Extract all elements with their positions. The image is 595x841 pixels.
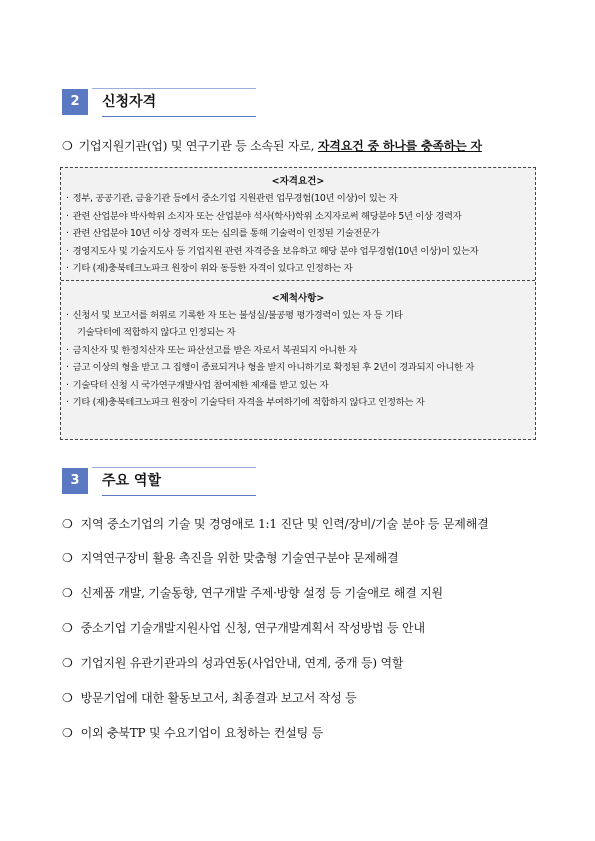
list-item: · 기술닥터 신청 시 국가연구개발사업 참여제한 제재를 받고 있는 자 — [66, 379, 329, 391]
circle-bullet-icon: ❍ — [62, 656, 73, 670]
circle-bullet-icon: ❍ — [62, 726, 73, 740]
intro-emphasis: 자격요건 중 하나를 충족하는 자 — [317, 139, 482, 153]
section-title: 주요 역할 — [102, 473, 161, 489]
role-item: ❍ 이외 충북TP 및 수요기업이 요청하는 컨설팅 등 — [62, 726, 323, 740]
list-item: · 기타 (재)충북테크노파크 원장이 위와 동등한 자격이 있다고 인정하는 자 — [66, 263, 353, 274]
box-divider — [61, 280, 535, 281]
circle-bullet-icon: ❍ — [62, 586, 73, 600]
list-item: · 정부, 공공기관, 금융기관 등에서 중소기업 지원관련 업무경험(10년 이상)이 있는 자 — [66, 193, 398, 204]
header-underline — [102, 495, 256, 496]
section-2-header — [62, 89, 256, 119]
role-item: ❍ 방문기업에 대한 활동보고서, 최종결과 보고서 작성 등 — [62, 691, 357, 705]
list-item: · 관련 산업분야 박사학위 소지자 또는 산업분야 석사(학사)학위 소지자로써 해당분야 5년 이상 경력자 — [66, 210, 462, 222]
list-item: · 기타 (재)충북테크노파크 원장이 기술닥터 자격을 부여하기에 적합하지 않다고 인정하는 자 — [66, 397, 425, 408]
restrictions-title: <제척사항> — [271, 292, 325, 304]
list-item: · 금치산자 및 한정치산자 또는 파산선고를 받은 자로서 복권되지 아니한 자 — [66, 344, 357, 356]
list-item: · 신청서 및 보고서를 허위로 기록한 자 또는 불성실/불공평 평가경력이 있는 자 등 기타 — [66, 309, 403, 321]
role-item: ❍ 지역 중소기업의 기술 및 경영애로 1:1 진단 및 인력/장비/기술 분야 등 문제해결 — [62, 517, 489, 531]
header-underline — [102, 116, 256, 117]
section-number-badge: 3 — [62, 468, 88, 494]
section-number-badge: 2 — [62, 89, 88, 115]
circle-bullet-icon: ❍ — [62, 517, 73, 531]
section-title: 신청자격 — [102, 94, 157, 110]
restrictions-list — [61, 307, 535, 412]
circle-bullet-icon: ❍ — [62, 551, 73, 565]
list-item: · 경영지도사 및 기술지도사 등 기업지원 관련 자격증을 보유하고 해당 분야 업무경험(10년 이상)이 있는자 — [66, 245, 479, 257]
header-top-rule — [92, 88, 256, 89]
header-top-rule — [92, 467, 256, 468]
role-item: ❍ 신제품 개발, 기술동향, 연구개발 주제·방향 설정 등 기술애로 해결 지원 — [62, 586, 443, 600]
eligibility-intro — [62, 137, 482, 154]
section-3-header — [62, 468, 256, 498]
circle-bullet-icon: ❍ — [62, 139, 73, 153]
role-item: ❍ 중소기업 기술개발지원사업 신청, 연구개발계획서 작성방법 등 안내 — [62, 621, 425, 635]
eligibility-box — [60, 167, 536, 440]
role-item: ❍ 기업지원 유관기관과의 성과연동(사업안내, 연계, 중개 등) 역할 — [62, 656, 404, 670]
qualifications-title: <자격요건> — [271, 176, 325, 187]
role-item: ❍ 지역연구장비 활용 촉진을 위한 맞춤형 기술연구분야 문제해결 — [62, 551, 399, 565]
qualifications-list — [61, 190, 535, 278]
list-item-continuation: 기술닥터에 적합하지 않다고 인정되는 자 — [77, 327, 236, 338]
list-item: · 관련 산업분야 10년 이상 경력자 또는 심의를 통해 기술력이 인정된 기술전문가 — [66, 228, 380, 239]
circle-bullet-icon: ❍ — [62, 621, 73, 635]
intro-text: 기업지원기관(업) 및 연구기관 등 소속된 자로, — [78, 139, 315, 153]
list-item: · 금고 이상의 형을 받고 그 집행이 종료되거나 형을 받지 아니하기로 확정된 후 2년이 경과되지 아니한 자 — [66, 362, 475, 373]
circle-bullet-icon: ❍ — [62, 691, 73, 705]
